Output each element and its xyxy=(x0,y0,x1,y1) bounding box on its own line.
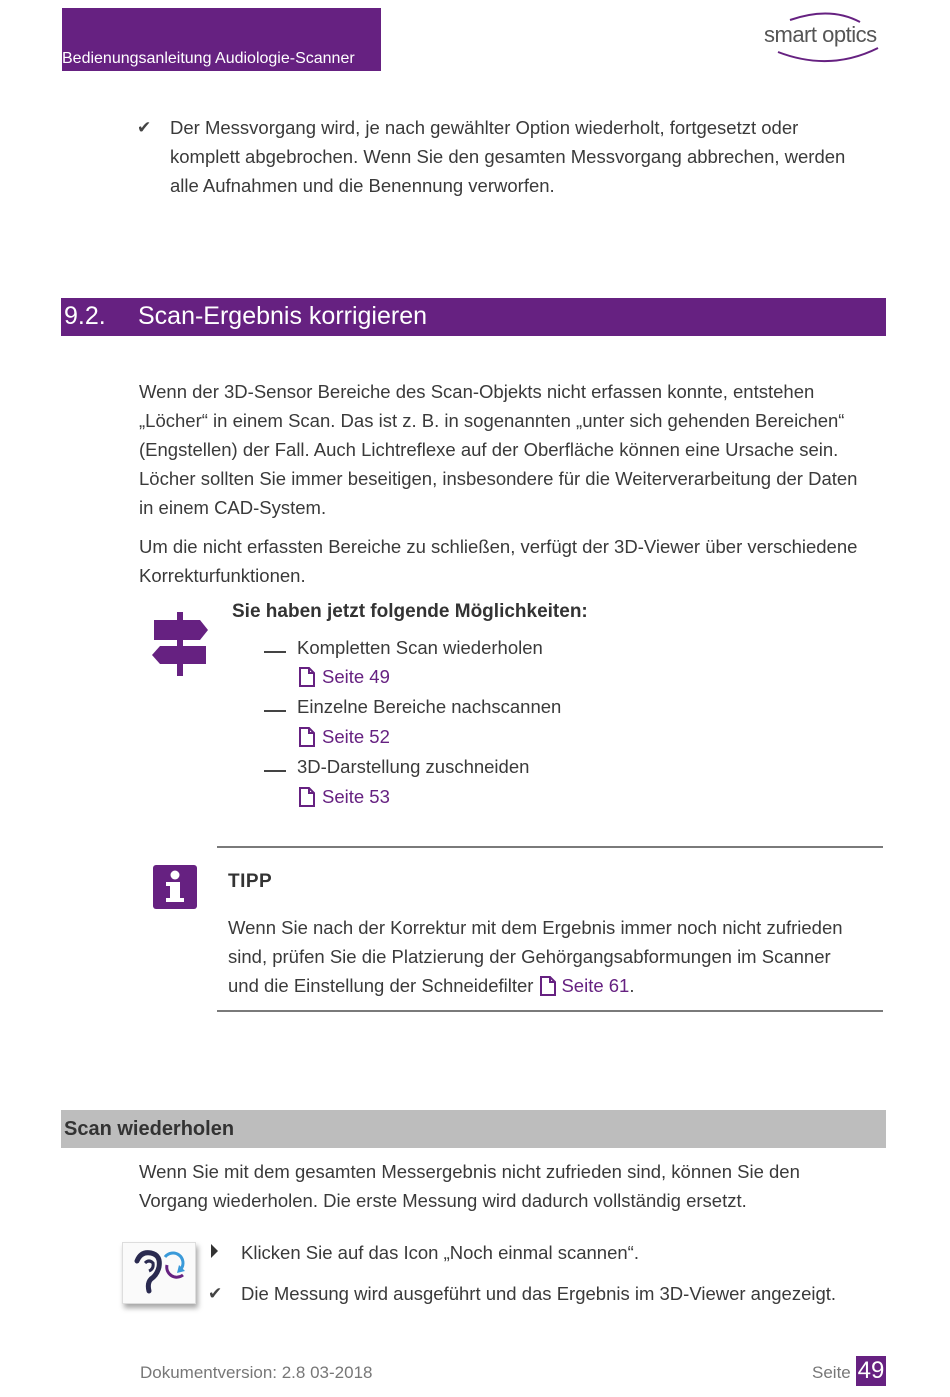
subsection-title: Scan wiederholen xyxy=(64,1118,235,1140)
result-1-text: Die Messung wird ausgeführt und das Ergebnis im 3D-Viewer angezeigt. xyxy=(241,1283,837,1304)
paragraph-1-line-5: in einem CAD-System. xyxy=(139,497,327,518)
page-label: Seite xyxy=(812,1363,851,1382)
paragraph-2-line-1: Um die nicht erfassten Bereiche zu schließen, verfügt der 3D-Viewer über verschiedene xyxy=(139,536,858,557)
document-version: Dokumentversion: 2.8 03-2018 xyxy=(140,1363,373,1382)
page-ref-label[interactable]: Seite 53 xyxy=(322,786,390,807)
logo-text: smart optics xyxy=(764,22,877,47)
paragraph-1-line-1: Wenn der 3D-Sensor Bereiche des Scan-Objekts nicht erfassen konnte, entstehen xyxy=(139,381,815,402)
options-heading: Sie haben jetzt folgende Möglichkeiten: xyxy=(232,601,588,622)
info-icon xyxy=(153,865,197,909)
option-dash xyxy=(264,651,286,653)
page-ref-link-2[interactable] xyxy=(298,726,390,748)
paragraph-1-line-4: Löcher sollten Sie immer beseitigen, insbesondere für die Weiterverarbeitung der Daten xyxy=(139,468,858,489)
page-ref-label[interactable]: Seite 49 xyxy=(322,666,390,687)
rescan-icon xyxy=(122,1242,196,1304)
document-title: Bedienungsanleitung Audiologie-Scanner xyxy=(62,50,355,67)
tip-line-2: sind, prüfen Sie die Platzierung der Gehörgangsabformungen im Scanner xyxy=(228,946,831,967)
option-label-3: 3D-Darstellung zuschneiden xyxy=(297,756,530,777)
ear-rescan-glyph xyxy=(123,1243,195,1303)
check-icon: ✔ xyxy=(137,118,152,137)
intro-line-1: Der Messvorgang wird, je nach gewählter Option wiederholt, fortgesetzt oder xyxy=(170,117,799,138)
tip-line-3-end: . xyxy=(629,975,635,996)
intro-line-2: komplett abgebrochen. Wenn Sie den gesamten Messvorgang abbrechen, werden xyxy=(170,146,846,167)
tip-top-rule xyxy=(217,846,883,848)
signpost-icon xyxy=(150,610,210,678)
tip-title: TIPP xyxy=(228,871,273,892)
check-icon: ✔ xyxy=(208,1284,223,1303)
tip-bottom-rule xyxy=(217,1010,883,1012)
section-heading xyxy=(61,298,886,336)
page-number: 49 xyxy=(857,1357,885,1384)
step-1-text: Klicken Sie auf das Icon „Noch einmal scannen“. xyxy=(241,1242,639,1263)
document-icon xyxy=(298,787,316,807)
tip-page-ref-link[interactable]: Seite 61 xyxy=(561,975,630,996)
option-label-1: Kompletten Scan wiederholen xyxy=(297,637,543,658)
subsection-line-2: Vorgang wiederholen. Die erste Messung wird dadurch vollständig ersetzt. xyxy=(139,1190,747,1211)
option-dash xyxy=(264,770,286,772)
section-title: Scan-Ergebnis korrigieren xyxy=(138,302,428,330)
page-ref-label[interactable]: Seite 52 xyxy=(322,726,390,747)
subsection-line-1: Wenn Sie mit dem gesamten Messergebnis nicht zufrieden sind, können Sie den xyxy=(139,1161,800,1182)
intro-line-3: alle Aufnahmen und die Benennung verworfen. xyxy=(170,175,555,196)
tip-line-3-text: und die Einstellung der Schneidefilter xyxy=(228,975,534,996)
paragraph-2-line-2: Korrekturfunktionen. xyxy=(139,565,306,586)
paragraph-1-line-2: „Löcher“ in einem Scan. Das ist z. B. in sogenannten „unter sich gehenden Bereichen“ xyxy=(139,410,845,431)
page-ref-link-1[interactable] xyxy=(298,666,390,688)
document-icon xyxy=(539,976,557,996)
tip-line-3 xyxy=(228,971,634,1000)
paragraph-1-line-3: (Engstellen) der Fall. Auch Lichtreflexe auf der Oberfläche können eine Ursache sein. xyxy=(139,439,839,460)
step-arrow-icon xyxy=(211,1244,218,1258)
document-icon xyxy=(298,667,316,687)
section-number: 9.2. xyxy=(64,302,106,330)
subsection-heading xyxy=(61,1110,886,1148)
option-dash xyxy=(264,710,286,712)
logo-swoosh-icon xyxy=(760,10,890,70)
company-logo xyxy=(760,10,890,70)
tip-line-1: Wenn Sie nach der Korrektur mit dem Ergebnis immer noch nicht zufrieden xyxy=(228,917,843,938)
document-icon xyxy=(298,727,316,747)
page-ref-link-3[interactable] xyxy=(298,786,390,808)
option-label-2: Einzelne Bereiche nachscannen xyxy=(297,696,562,717)
